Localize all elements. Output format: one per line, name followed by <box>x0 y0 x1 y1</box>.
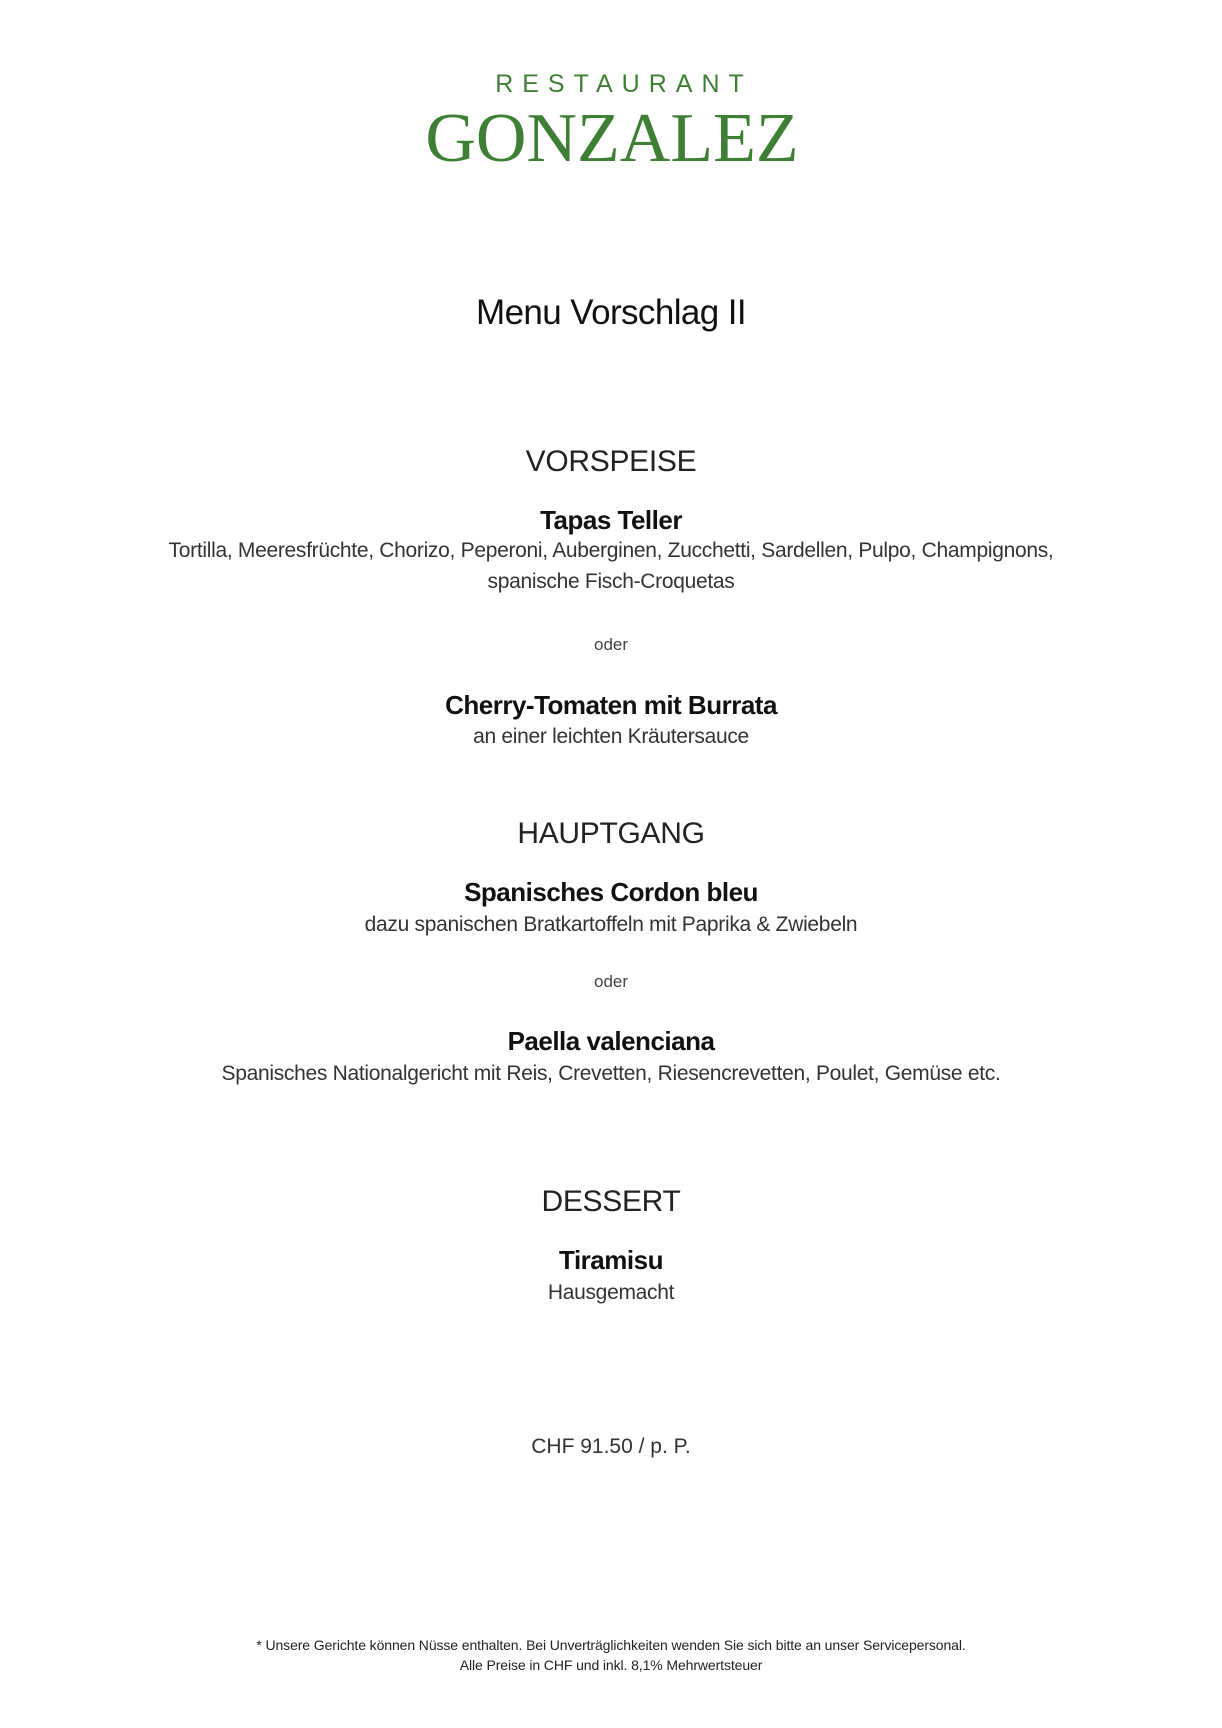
restaurant-logo <box>0 70 1222 176</box>
menu-price: CHF 91.50 / p. P. <box>531 1435 691 1458</box>
oder-separator: oder <box>593 972 629 991</box>
dish-description-line: an einer leichten Kräutersauce <box>473 725 749 748</box>
logo-restaurant-word: RESTAURANT <box>495 70 753 98</box>
section-heading-hauptgang: HAUPTGANG <box>517 817 705 850</box>
oder-separator: oder <box>593 635 629 654</box>
dish-name-cordon-bleu: Spanisches Cordon bleu <box>464 877 758 907</box>
section-heading-dessert: DESSERT <box>541 1185 681 1218</box>
footer-allergy-note: * Unsere Gerichte können Nüsse enthalten. Bei Unverträglichkeiten wenden Sie sich bitte an unser Servicepersonal. <box>256 1637 966 1653</box>
dish-name-cherry-tomaten: Cherry-Tomaten mit Burrata <box>445 690 777 720</box>
dish-description-line: dazu spanischen Bratkartoffeln mit Paprika & Zwiebeln <box>364 913 858 936</box>
dish-name-paella: Paella valenciana <box>507 1026 715 1056</box>
footer-vat-note: Alle Preise in CHF und inkl. 8,1% Mehrwertsteuer <box>459 1657 763 1673</box>
dish-description-line: Spanisches Nationalgericht mit Reis, Crevetten, Riesencrevetten, Poulet, Gemüse etc. <box>221 1062 1001 1085</box>
dish-description-line: Hausgemacht <box>547 1281 675 1304</box>
dish-name-tapas-teller: Tapas Teller <box>540 505 682 535</box>
dish-description-line: Tortilla, Meeresfrüchte, Chorizo, Peperoni, Auberginen, Zucchetti, Sardellen, Pulpo, Champignons, <box>168 539 1054 562</box>
dish-name-tiramisu: Tiramisu <box>559 1245 663 1275</box>
section-heading-vorspeise: VORSPEISE <box>525 445 697 478</box>
menu-title: Menu Vorschlag II <box>476 293 746 332</box>
dish-description-line: spanische Fisch-Croquetas <box>487 570 735 593</box>
logo-restaurant-name: GONZALEZ <box>425 100 799 177</box>
